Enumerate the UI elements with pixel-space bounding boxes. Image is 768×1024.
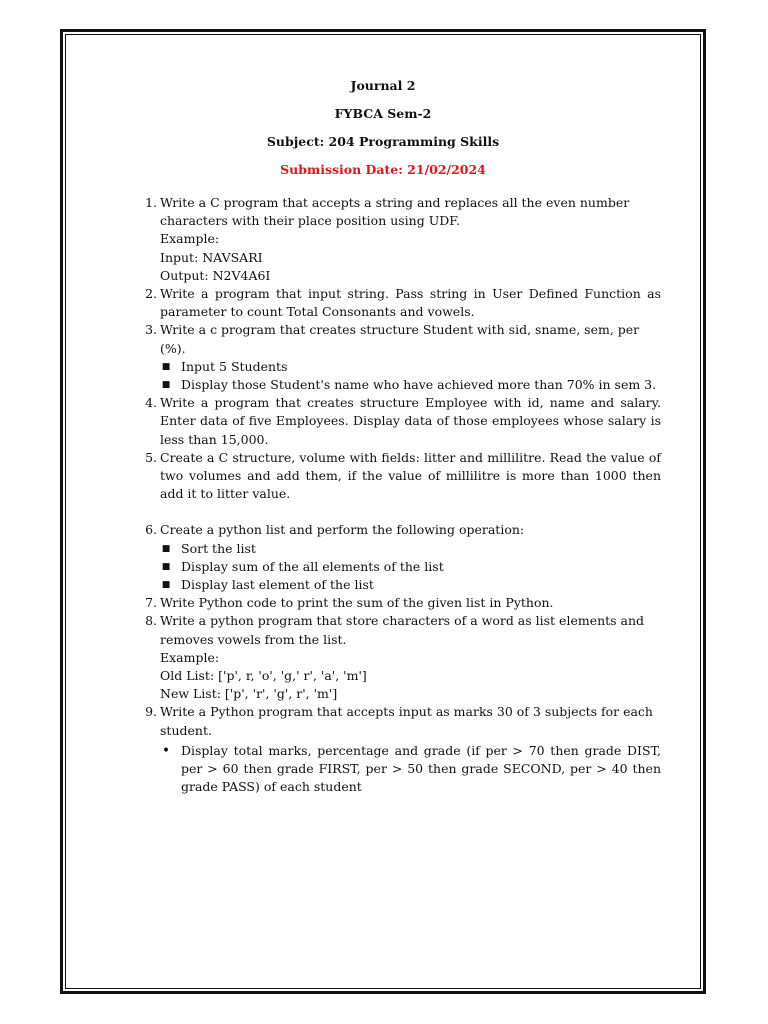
bullet-text: Display last element of the list — [181, 577, 374, 593]
bullet-text: Display sum of the all elements of the list — [181, 558, 444, 574]
question-text: Write a python program that store characters of a word as list elements and removes vowels from the list. — [160, 613, 645, 647]
question-text: Create a C structure, volume with fields: litter and millilitre. Read the value of two volumes and add them, if the value of millilitre is more than 1000 then add it to litter value. — [160, 449, 661, 502]
bullet-item — [131, 540, 661, 558]
bullet-text: Input 5 Students — [181, 358, 288, 374]
question-number: 2. — [145, 286, 157, 302]
example-old-list: Old List: ['p', r, 'o', 'g,' r', 'a', 'm'] — [160, 668, 367, 684]
question-7 — [131, 594, 661, 612]
example-input: Input: NAVSARI — [160, 249, 263, 265]
question-text: Write a Python program that accepts input as marks 30 of 3 subjects for each student. — [160, 704, 653, 738]
square-bullet-icon: ■ — [161, 361, 171, 372]
question-3 — [131, 321, 661, 357]
question-4 — [131, 394, 661, 449]
square-bullet-icon: ■ — [161, 580, 171, 591]
question-number: 7. — [145, 595, 157, 611]
question-8 — [131, 612, 661, 703]
example-label: Example: — [160, 231, 220, 247]
question-list — [131, 194, 661, 797]
example-output: Output: N2V4A6I — [160, 267, 271, 283]
square-bullet-icon: ■ — [161, 380, 171, 391]
square-bullet-icon: ■ — [161, 561, 171, 572]
bullet-item — [131, 558, 661, 576]
question-text: Write Python code to print the sum of the given list in Python. — [160, 595, 554, 611]
question-number: 5. — [145, 449, 157, 465]
example-new-list: New List: ['p', 'r', 'g', r', 'm'] — [160, 686, 338, 702]
example-label: Example: — [160, 649, 220, 665]
question-number: 4. — [145, 395, 157, 411]
question-number: 6. — [145, 522, 157, 538]
question-number: 1. — [145, 195, 157, 210]
bullet-item — [131, 376, 661, 394]
question-number: 8. — [145, 613, 157, 629]
bullet-item — [131, 576, 661, 594]
question-1 — [131, 194, 661, 285]
question-text: Write a c program that creates structure Student with sid, sname, sem, per (%). — [160, 322, 640, 356]
question-text: Write a program that creates structure Employee with id, name and salary. Enter data of five Employees. Display data of those employees whose salary is less than 15,000. — [160, 395, 661, 447]
round-bullet-icon: • — [161, 742, 171, 759]
bullet-text: Sort the list — [181, 540, 256, 556]
question-number: 3. — [145, 322, 157, 338]
course-title: FYBCA Sem-2 — [334, 106, 432, 121]
bullet-item — [131, 742, 661, 797]
question-text: Write a C program that accepts a string and replaces all the even number characters with their place position using UDF. — [160, 195, 630, 229]
bullet-text: Display total marks, percentage and grade (if per > 70 then grade DIST, per > 60 then grade FIRST, per > 50 then grade SECOND, per > 40 then grade PASS) of each student — [181, 742, 661, 795]
question-2 — [131, 285, 661, 321]
question-text: Write a program that input string. Pass string in User Defined Function as parameter to count Total Consonants and vowels. — [160, 286, 661, 320]
bullet-item — [131, 358, 661, 376]
question-5 — [131, 449, 661, 504]
submission-date: Submission Date: 21/02/2024 — [280, 162, 486, 177]
question-6 — [131, 521, 661, 539]
square-bullet-icon: ■ — [161, 543, 171, 554]
question-number: 9. — [145, 704, 157, 720]
spacer — [131, 503, 661, 521]
journal-title: Journal 2 — [350, 78, 416, 93]
question-text: Create a python list and perform the following operation: — [160, 522, 525, 538]
bullet-text: Display those Student's name who have achieved more than 70% in sem 3. — [181, 377, 657, 393]
question-9 — [131, 703, 661, 739]
subject-title: Subject: 204 Programming Skills — [266, 134, 500, 149]
